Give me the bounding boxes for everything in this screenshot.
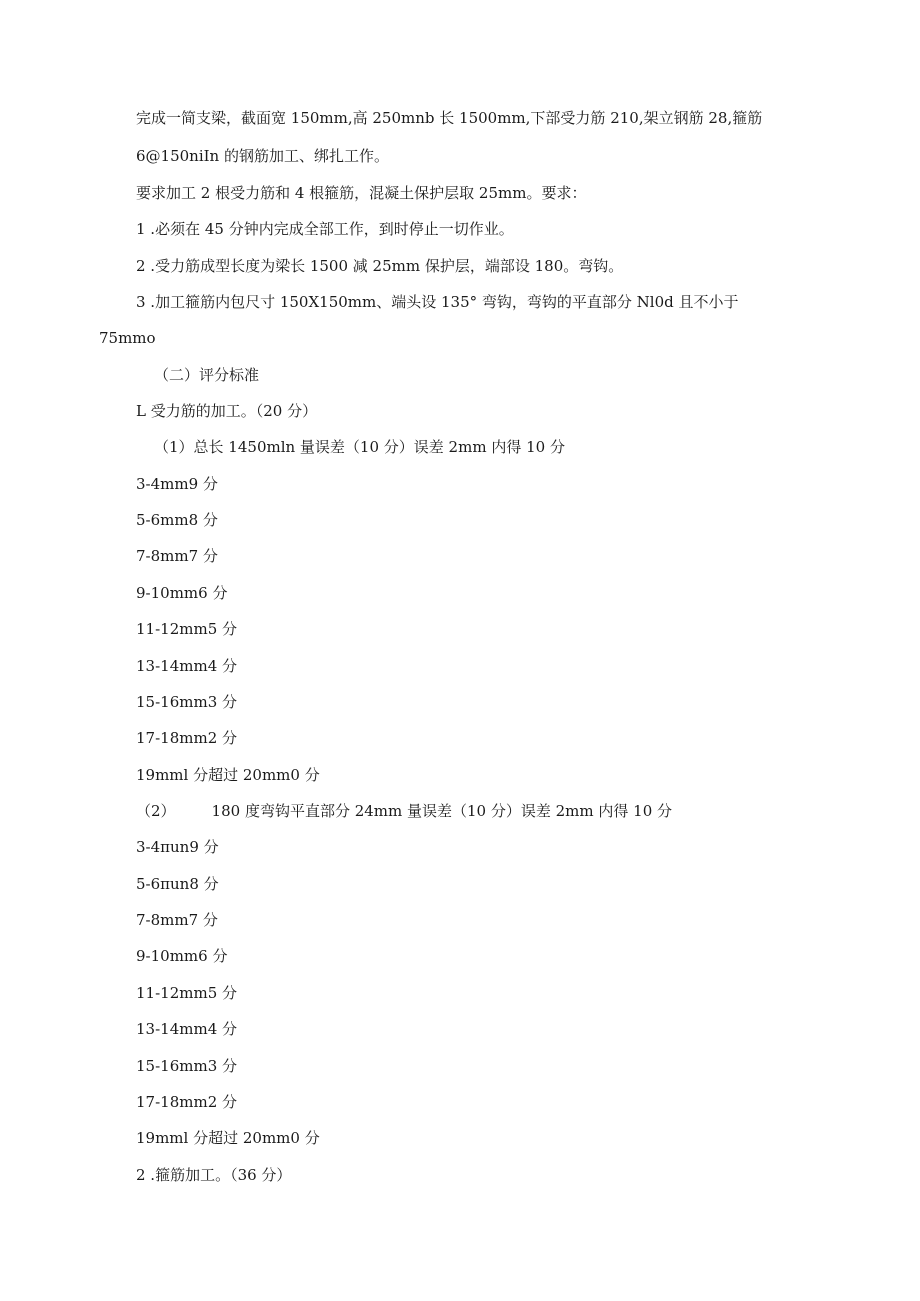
requirement-2: 2 .受力筋成型长度为梁长 1500 减 25mm 保护层，端部设 180。弯钩。 bbox=[136, 257, 624, 275]
item-2-title bbox=[136, 801, 672, 821]
section-1-title: L 受力筋的加工。（20 分） bbox=[136, 402, 318, 420]
item-2-number: （2） bbox=[136, 802, 176, 820]
item-2-score-row: 15-16mm3 分 bbox=[136, 1057, 238, 1075]
item-2-score-row: 19mml 分超过 20mm0 分 bbox=[136, 1129, 320, 1147]
item-2-score-row: 17-18mm2 分 bbox=[136, 1093, 238, 1111]
requirement-intro: 要求加工 2 根受力筋和 4 根箍筋，混凝土保护层取 25mm。要求： bbox=[136, 184, 587, 202]
item-1-score-row: 7-8mm7 分 bbox=[136, 547, 218, 565]
item-1-score-row: 19mml 分超过 20mm0 分 bbox=[136, 766, 320, 784]
item-1-title: （1）总长 1450mln 量误差（10 分）误差 2mm 内得 10 分 bbox=[154, 438, 565, 456]
item-1-score-row: 15-16mm3 分 bbox=[136, 693, 238, 711]
intro-line-1: 完成一简支梁，截面宽 150mm,高 250mnb 长 1500mm,下部受力筋 210,架立钢筋 28,箍筋 bbox=[136, 109, 763, 127]
section-2-title: 2 .箍筋加工。（36 分） bbox=[136, 1166, 292, 1184]
item-2-text: 180 度弯钩平直部分 24mm 量误差（10 分）误差 2mm 内得 10 分 bbox=[211, 802, 673, 820]
intro-line-2: 6@150niIn 的钢筋加工、绑扎工作。 bbox=[136, 147, 389, 165]
item-1-score-row: 5-6mm8 分 bbox=[136, 511, 218, 529]
requirement-3-line-2: 75mmo bbox=[99, 329, 156, 347]
item-2-score-row: 3-4πun9 分 bbox=[136, 838, 219, 856]
item-2-score-row: 13-14mm4 分 bbox=[136, 1020, 238, 1038]
requirement-3-line-1: 3 .加工箍筋内包尺寸 150X150mm、端头设 135° 弯钩，弯钩的平直部分 Nl0d 且不小于 bbox=[136, 293, 739, 311]
item-2-score-row: 11-12mm5 分 bbox=[136, 984, 238, 1002]
requirement-1: 1 .必须在 45 分钟内完成全部工作，到时停止一切作业。 bbox=[136, 220, 514, 238]
item-2-score-row: 5-6πun8 分 bbox=[136, 875, 219, 893]
scoring-heading: （二）评分标准 bbox=[154, 366, 260, 384]
item-2-score-row: 9-10mm6 分 bbox=[136, 947, 228, 965]
item-1-score-row: 9-10mm6 分 bbox=[136, 584, 228, 602]
item-1-score-row: 17-18mm2 分 bbox=[136, 729, 238, 747]
item-1-score-row: 11-12mm5 分 bbox=[136, 620, 238, 638]
item-1-score-row: 13-14mm4 分 bbox=[136, 657, 238, 675]
item-2-score-row: 7-8mm7 分 bbox=[136, 911, 218, 929]
item-1-score-row: 3-4mm9 分 bbox=[136, 475, 218, 493]
